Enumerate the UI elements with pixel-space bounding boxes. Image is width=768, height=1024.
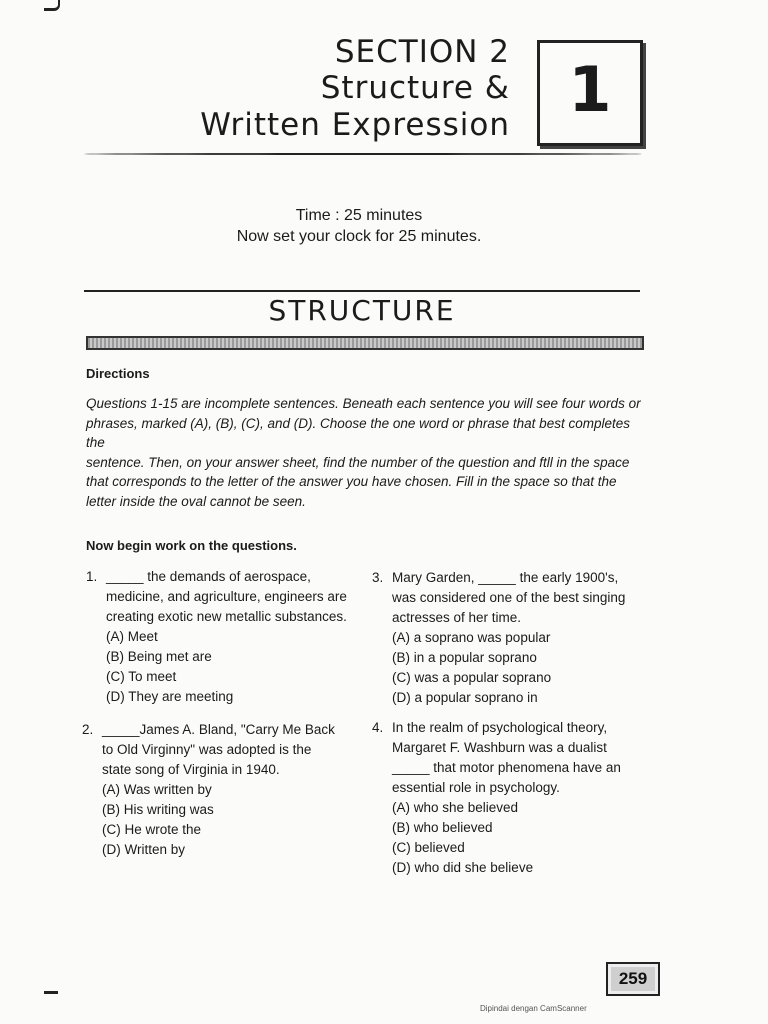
directions-line: phrases, marked (A), (B), (C), and (D). Choose the one word or phrase that best completes the xyxy=(86,415,630,450)
page-number: 259 xyxy=(606,962,660,996)
structure-divider xyxy=(84,290,640,292)
corner-mark xyxy=(44,0,60,11)
option-d: (D) a popular soprano in xyxy=(392,690,538,705)
question-4 xyxy=(372,718,646,878)
question-stem-line: Mary Garden, _____ the early 1900's, xyxy=(392,570,619,585)
question-number: 2. xyxy=(82,722,94,737)
section-title xyxy=(200,34,510,144)
header-divider xyxy=(84,153,642,155)
time-instructions xyxy=(150,205,568,247)
option-d: (D) Written by xyxy=(102,842,186,857)
option-b: (B) in a popular soprano xyxy=(392,650,537,665)
question-number: 4. xyxy=(372,720,384,735)
option-a: (A) a soprano was popular xyxy=(392,630,551,645)
option-b: (B) who believed xyxy=(392,820,493,835)
scanner-watermark: Dipindai dengan CamScanner xyxy=(480,1004,587,1013)
option-c: (C) He wrote the xyxy=(102,822,202,837)
option-c: (C) To meet xyxy=(106,669,177,684)
clock-line: Now set your clock for 25 minutes. xyxy=(236,228,482,245)
directions-line: that corresponds to the letter of the answer you have chosen. Fill in the space so that the xyxy=(86,474,617,489)
option-a: (A) Was written by xyxy=(102,782,212,797)
section-label: SECTION 2 xyxy=(334,34,510,70)
structure-heading: STRUCTURE xyxy=(268,294,456,327)
section-number-box xyxy=(537,40,643,146)
hatched-bar xyxy=(86,336,644,350)
margin-dash xyxy=(44,991,58,994)
question-1 xyxy=(86,567,366,707)
question-stem-line: was considered one of the best singing xyxy=(392,590,626,605)
directions-line: sentence. Then, on your answer sheet, find the number of the question and ftll in the space xyxy=(86,454,630,470)
section-subtitle-line1: Structure & xyxy=(320,70,510,106)
option-a: (A) who she believed xyxy=(392,800,519,815)
option-d: (D) They are meeting xyxy=(106,689,234,704)
option-c: (C) was a popular soprano xyxy=(392,670,552,685)
question-stem-line: medicine, and agriculture, engineers are xyxy=(106,589,347,604)
option-c: (C) believed xyxy=(392,840,465,855)
question-3 xyxy=(372,568,646,708)
question-stem-line: creating exotic new metallic substances. xyxy=(106,609,347,624)
directions-line: Questions 1-15 are incomplete sentences. Beneath each sentence you will see four words or xyxy=(86,396,641,411)
question-stem-line: In the realm of psychological theory, xyxy=(392,720,608,735)
section-number: 1 xyxy=(568,53,612,126)
directions-title: Directions xyxy=(86,366,150,381)
option-a: (A) Meet xyxy=(106,629,158,644)
question-number: 1. xyxy=(86,569,98,584)
question-number: 3. xyxy=(372,570,384,585)
directions-text xyxy=(86,394,646,511)
option-b: (B) Being met are xyxy=(106,649,212,664)
question-stem-line: essential role in psychology. xyxy=(392,780,560,795)
question-stem-line: actresses of her time. xyxy=(392,610,522,625)
time-line: Time : 25 minutes xyxy=(295,207,423,224)
begin-instruction: Now begin work on the questions. xyxy=(86,538,297,553)
question-stem-line: _____ the demands of aerospace, xyxy=(106,569,311,584)
question-stem-line: _____James A. Bland, "Carry Me Back xyxy=(102,722,335,737)
question-stem-line: _____ that motor phenomena have an xyxy=(392,760,621,775)
section-subtitle-line2: Written Expression xyxy=(200,107,510,143)
question-stem-line: Margaret F. Washburn was a dualist xyxy=(392,740,607,755)
option-b: (B) His writing was xyxy=(102,802,214,817)
question-stem-line: to Old Virginny" was adopted is the xyxy=(102,742,312,757)
directions-line: letter inside the oval cannot be seen. xyxy=(86,493,306,509)
question-stem-line: state song of Virginia in 1940. xyxy=(102,762,280,777)
option-d: (D) who did she believe xyxy=(392,860,534,875)
question-2 xyxy=(82,720,366,860)
